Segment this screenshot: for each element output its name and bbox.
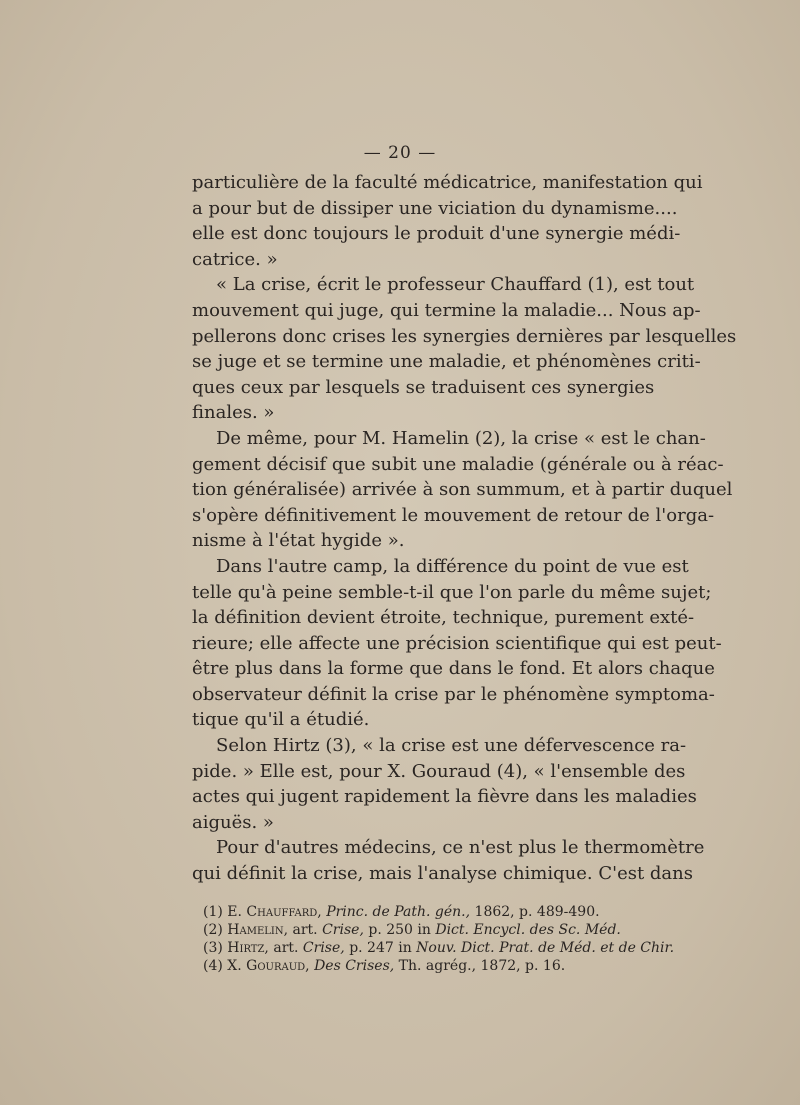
text-line: pellerons donc crises les synergies dernières par lesquelles <box>192 325 737 347</box>
text-line: catrice. » <box>192 248 278 270</box>
text-line: finales. » <box>192 402 275 424</box>
footnote-author: X. Gouraud, <box>227 958 310 974</box>
text-line: Dans l'autre camp, la différence du point de vue est <box>216 555 689 577</box>
footnote-title2: Nouv. Dict. Prat. de Méd. et de Chir. <box>416 940 675 956</box>
text-line: être plus dans la forme que dans le fond. Et alors chaque <box>192 658 715 680</box>
footnote-rest: Th. agrég., 1872, p. 16. <box>398 958 566 974</box>
footnote-author: Hamelin, <box>227 922 289 938</box>
text-line: ques ceux par lesquels se traduisent ces synergies <box>192 376 655 398</box>
text-line: nisme à l'état hygide ». <box>192 530 405 552</box>
footnote-num: (4) <box>203 958 223 974</box>
page-number: — 20 — <box>363 143 437 163</box>
footnote <box>203 921 663 939</box>
text-line: mouvement qui juge, qui termine la maladie... Nous ap- <box>192 299 701 321</box>
text-line: actes qui jugent rapidement la fièvre dans les maladies <box>192 786 697 808</box>
footnote <box>203 957 663 975</box>
text-line: elle est donc toujours le produit d'une synergie médi- <box>192 223 681 245</box>
footnote-pre: art. <box>273 940 299 956</box>
text-line: « La crise, écrit le professeur Chauffard (1), est tout <box>216 274 695 296</box>
footnotes <box>203 903 675 975</box>
footnote-author: Hirtz, <box>227 940 269 956</box>
text-line: a pour but de dissiper une viciation du dynamisme.... <box>192 197 678 219</box>
text-line: la définition devient étroite, technique, purement exté- <box>192 607 695 629</box>
text-line: Selon Hirtz (3), « la crise est une défervescence ra- <box>216 735 687 757</box>
footnote <box>203 939 675 957</box>
text-line: aiguës. » <box>192 811 274 833</box>
text-line: s'opère définitivement le mouvement de retour de l'orga- <box>192 504 715 526</box>
footnote-title: Crise, <box>322 922 364 938</box>
text-line: tion généralisée) arrivée à son summum, et à partir duquel <box>192 479 733 501</box>
text-line: De même, pour M. Hamelin (2), la crise « est le chan- <box>216 427 706 449</box>
text-line: se juge et se termine une maladie, et phénomènes criti- <box>192 351 701 373</box>
footnote-title: Crise, <box>302 940 345 956</box>
footnote-num: (3) <box>203 940 223 956</box>
text-line: observateur définit la crise par le phénomène symptoma- <box>192 683 715 705</box>
footnote <box>203 903 663 921</box>
footnote-rest: p. 250 in <box>368 922 431 938</box>
footnote-pre: art. <box>292 922 318 938</box>
footnote-author: E. Chauffard, <box>227 904 322 920</box>
footnote-rest: 1862, p. 489-490. <box>474 904 600 920</box>
text-line: qui définit la crise, mais l'analyse chimique. C'est dans <box>192 863 693 885</box>
footnote-num: (2) <box>203 922 223 938</box>
body-text <box>192 170 737 887</box>
text-line: Pour d'autres médecins, ce n'est plus le thermomètre <box>216 837 705 859</box>
footnote-num: (1) <box>203 904 223 920</box>
text-line: tique qu'il a étudié. <box>192 709 370 731</box>
text-line: gement décisif que subit une maladie (générale ou à réac- <box>192 453 724 475</box>
footnote-rest: p. 247 in <box>349 940 412 956</box>
footnote-title2: Dict. Encycl. des Sc. Méd. <box>435 922 621 938</box>
text-line: particulière de la faculté médicatrice, manifestation qui <box>192 172 703 193</box>
text-line: telle qu'à peine semble-t-il que l'on parle du même sujet; <box>192 581 712 603</box>
text-line: rieure; elle affecte une précision scientifique qui est peut- <box>192 632 722 654</box>
footnote-title: Princ. de Path. gén., <box>326 904 471 920</box>
footnote-title: Des Crises, <box>314 958 395 974</box>
text-line: pide. » Elle est, pour X. Gouraud (4), « l'ensemble des <box>192 760 686 782</box>
